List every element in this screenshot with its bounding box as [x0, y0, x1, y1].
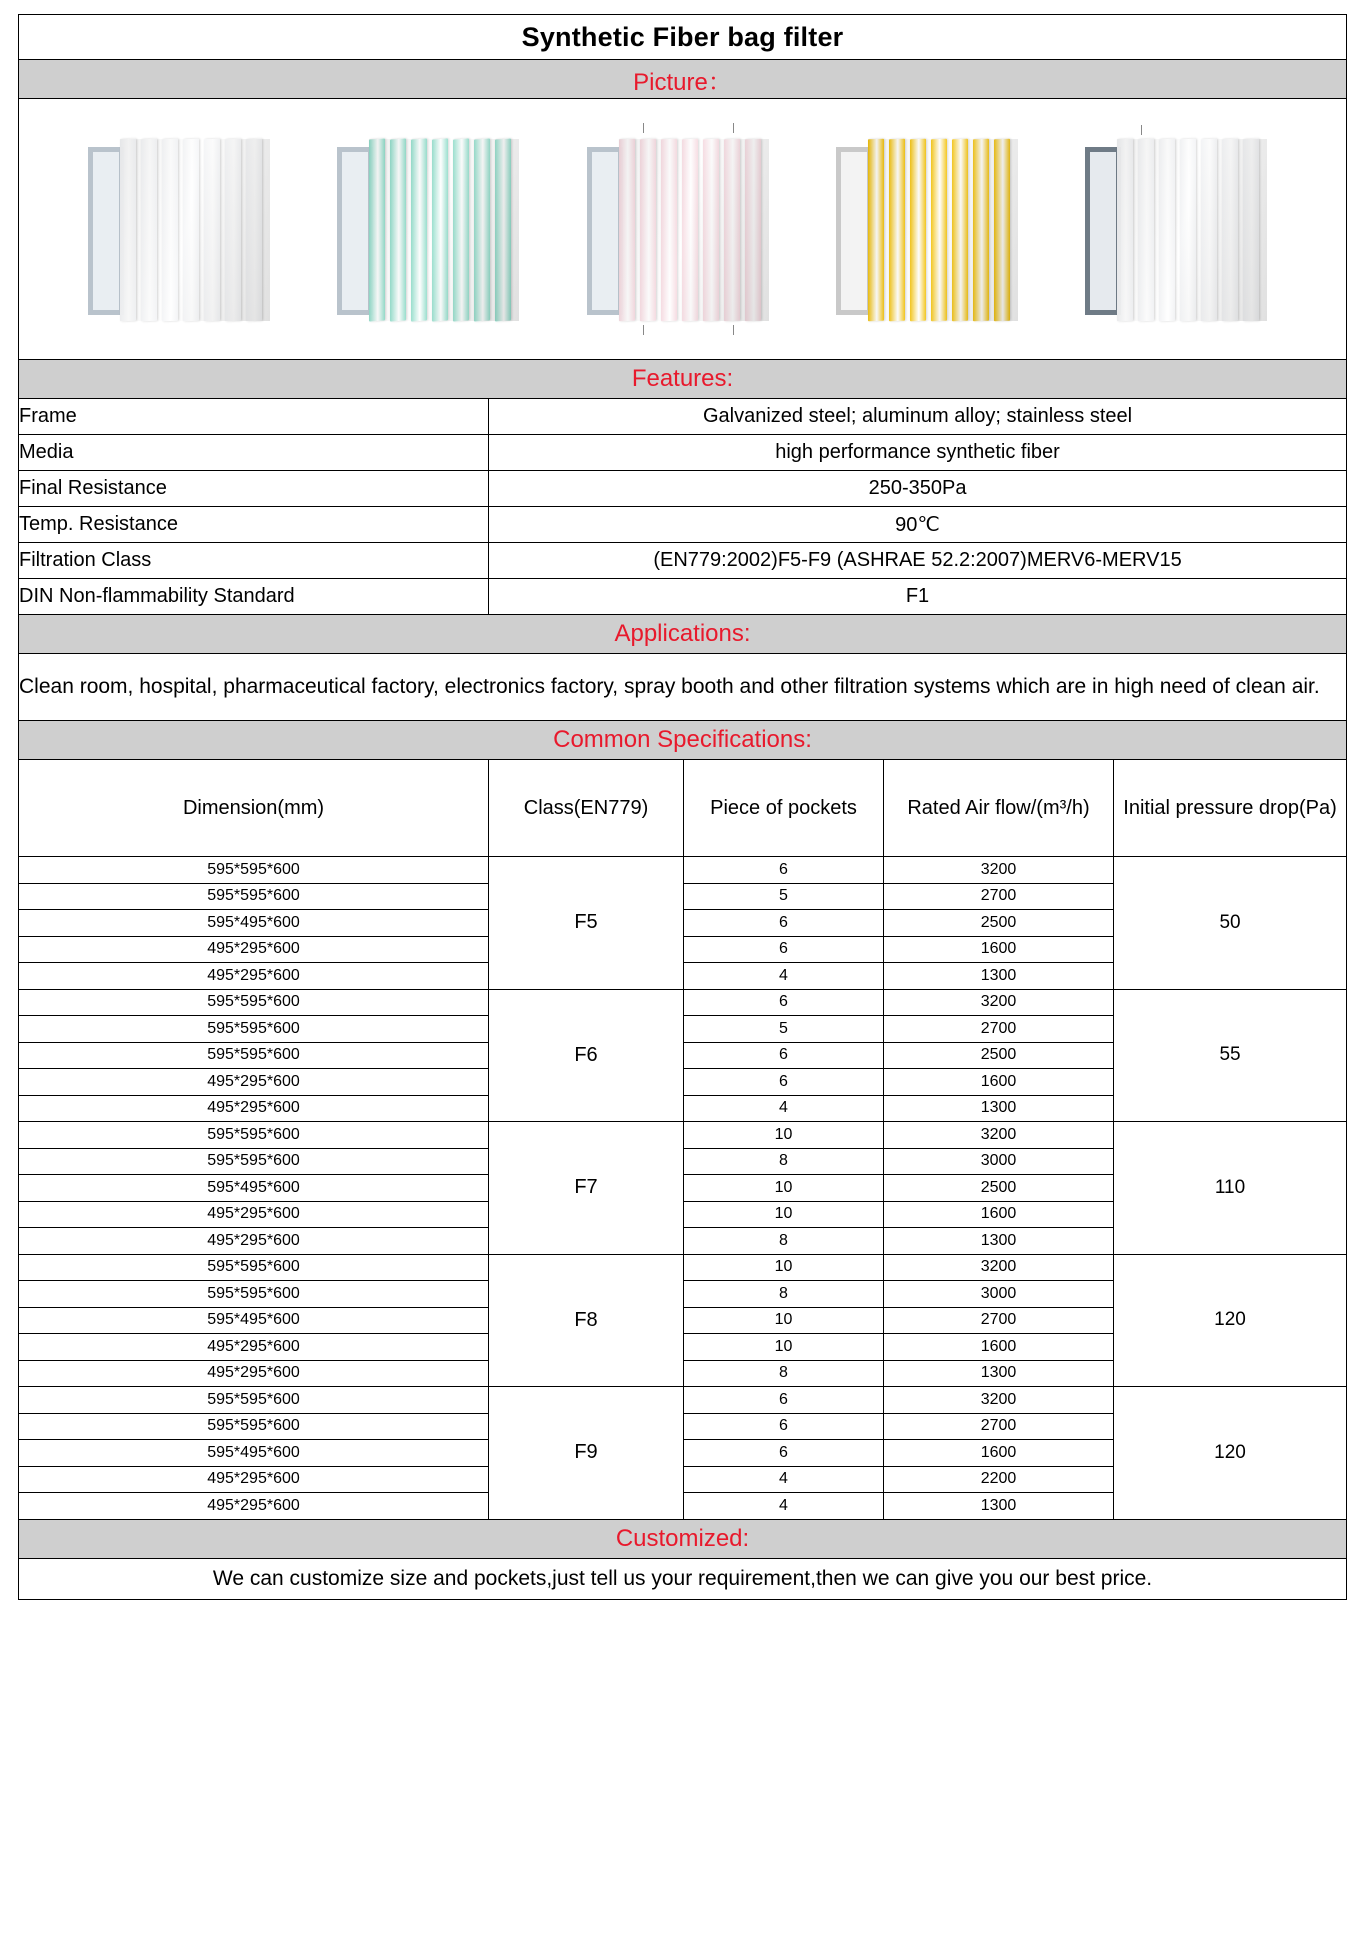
table-row: [19, 1387, 1347, 1414]
cell-pockets: 8: [684, 1360, 884, 1387]
cell-class-f7: F7: [489, 1122, 684, 1255]
applications-text: Clean room, hospital, pharmaceutical factory, electronics factory, spray booth and other filtration systems which are in high need of clean air.: [19, 654, 1347, 721]
col-header-pockets: Piece of pockets: [684, 760, 884, 857]
cell-pockets: 6: [684, 1042, 884, 1069]
feature-row: [19, 471, 1347, 507]
feature-row: [19, 507, 1347, 543]
cell-pockets: 4: [684, 1095, 884, 1122]
col-header-dimension: Dimension(mm): [19, 760, 489, 857]
cell-airflow: 2700: [884, 1016, 1114, 1043]
feature-label-final-resistance: Final Resistance: [19, 471, 489, 507]
feature-label-frame: Frame: [19, 399, 489, 435]
white-frame-bag-filter: [1081, 129, 1281, 329]
cell-dimension: 495*295*600: [19, 963, 489, 990]
col-header-class: Class(EN779): [489, 760, 684, 857]
title-row: [19, 15, 1347, 60]
feature-value-frame: Galvanized steel; aluminum alloy; stainless steel: [489, 399, 1347, 435]
cell-dimension: 595*495*600: [19, 1307, 489, 1334]
cell-pockets: 10: [684, 1307, 884, 1334]
picture-row: [19, 99, 1347, 360]
feature-value-filtration-class: (EN779:2002)F5-F9 (ASHRAE 52.2:2007)MERV6-MERV15: [489, 543, 1347, 579]
table-row: [19, 1254, 1347, 1281]
cell-dimension: 595*595*600: [19, 883, 489, 910]
cell-initial-pressure-drop: 50: [1114, 857, 1347, 990]
cell-initial-pressure-drop: 110: [1114, 1122, 1347, 1255]
table-row: [19, 857, 1347, 884]
section-header-customized: Customized:: [19, 1519, 1347, 1558]
cell-pockets: 6: [684, 989, 884, 1016]
section-header-applications: Applications:: [19, 615, 1347, 654]
feature-row: [19, 543, 1347, 579]
cell-airflow: 1600: [884, 1201, 1114, 1228]
cell-airflow: 2500: [884, 1042, 1114, 1069]
cell-dimension: 595*595*600: [19, 1016, 489, 1043]
cell-airflow: 2500: [884, 1175, 1114, 1202]
cell-airflow: 1300: [884, 963, 1114, 990]
applications-row: [19, 654, 1347, 721]
product-datasheet-table: [18, 14, 1347, 1600]
customized-row: [19, 1558, 1347, 1599]
picture-section-header-row: [19, 60, 1347, 99]
cell-initial-pressure-drop: 55: [1114, 989, 1347, 1122]
cell-pockets: 6: [684, 1440, 884, 1467]
cell-dimension: 595*595*600: [19, 989, 489, 1016]
cell-airflow: 3000: [884, 1281, 1114, 1308]
feature-label-filtration-class: Filtration Class: [19, 543, 489, 579]
cell-airflow: 3200: [884, 1122, 1114, 1149]
cell-pockets: 8: [684, 1228, 884, 1255]
customized-section-header-row: [19, 1519, 1347, 1558]
cell-airflow: 1300: [884, 1360, 1114, 1387]
section-header-features: Features:: [19, 360, 1347, 399]
cell-airflow: 1300: [884, 1228, 1114, 1255]
feature-label-din-standard: DIN Non-flammability Standard: [19, 579, 489, 615]
spec-table-body: [19, 857, 1347, 1520]
page-title: Synthetic Fiber bag filter: [19, 15, 1347, 60]
cell-dimension: 495*295*600: [19, 1493, 489, 1520]
cell-dimension: 595*495*600: [19, 1175, 489, 1202]
green-bag-filter: [333, 129, 533, 329]
cell-pockets: 6: [684, 1413, 884, 1440]
cell-dimension: 495*295*600: [19, 1069, 489, 1096]
cell-airflow: 1300: [884, 1095, 1114, 1122]
cell-airflow: 2700: [884, 883, 1114, 910]
cell-pockets: 6: [684, 857, 884, 884]
col-header-airflow: Rated Air flow/(m³/h): [884, 760, 1114, 857]
spec-table-header-row: [19, 760, 1347, 857]
cell-class-f8: F8: [489, 1254, 684, 1387]
white-bag-filter: [84, 129, 284, 329]
feature-row: [19, 399, 1347, 435]
cell-airflow: 2700: [884, 1307, 1114, 1334]
feature-value-temp-resistance: 90℃: [489, 507, 1347, 543]
cell-initial-pressure-drop: 120: [1114, 1387, 1347, 1520]
cell-dimension: 595*595*600: [19, 1042, 489, 1069]
cell-dimension: 495*295*600: [19, 936, 489, 963]
cell-airflow: 2700: [884, 1413, 1114, 1440]
features-section-header-row: [19, 360, 1347, 399]
cell-airflow: 3000: [884, 1148, 1114, 1175]
cell-pockets: 10: [684, 1201, 884, 1228]
section-header-picture: Picture：: [19, 60, 1347, 99]
cell-dimension: 595*595*600: [19, 1413, 489, 1440]
cell-pockets: 4: [684, 1466, 884, 1493]
product-image-strip: [19, 105, 1346, 353]
cell-pockets: 5: [684, 883, 884, 910]
cell-class-f6: F6: [489, 989, 684, 1122]
cell-pockets: 6: [684, 1069, 884, 1096]
cell-pockets: 4: [684, 1493, 884, 1520]
cell-pockets: 10: [684, 1122, 884, 1149]
cell-airflow: 3200: [884, 989, 1114, 1016]
section-header-specifications: Common Specifications:: [19, 721, 1347, 760]
cell-pockets: 10: [684, 1175, 884, 1202]
cell-airflow: 3200: [884, 857, 1114, 884]
cell-airflow: 1300: [884, 1493, 1114, 1520]
cell-pockets: 6: [684, 1387, 884, 1414]
cell-pockets: 4: [684, 963, 884, 990]
cell-pockets: 8: [684, 1148, 884, 1175]
cell-class-f5: F5: [489, 857, 684, 990]
cell-dimension: 495*295*600: [19, 1334, 489, 1361]
cell-airflow: 3200: [884, 1387, 1114, 1414]
cell-dimension: 595*495*600: [19, 1440, 489, 1467]
cell-dimension: 595*595*600: [19, 1148, 489, 1175]
picture-cell: [19, 99, 1347, 360]
cell-pockets: 5: [684, 1016, 884, 1043]
cell-dimension: 595*595*600: [19, 857, 489, 884]
specifications-section-header-row: [19, 721, 1347, 760]
table-row: [19, 989, 1347, 1016]
cell-class-f9: F9: [489, 1387, 684, 1520]
cell-airflow: 1600: [884, 1334, 1114, 1361]
feature-value-media: high performance synthetic fiber: [489, 435, 1347, 471]
cell-dimension: 495*295*600: [19, 1228, 489, 1255]
cell-dimension: 495*295*600: [19, 1466, 489, 1493]
applications-section-header-row: [19, 615, 1347, 654]
cell-airflow: 1600: [884, 936, 1114, 963]
cell-dimension: 595*595*600: [19, 1281, 489, 1308]
cell-airflow: 1600: [884, 1069, 1114, 1096]
cell-dimension: 595*595*600: [19, 1122, 489, 1149]
cell-dimension: 495*295*600: [19, 1095, 489, 1122]
feature-row: [19, 579, 1347, 615]
cell-dimension: 495*295*600: [19, 1201, 489, 1228]
pink-bag-filter: [583, 129, 783, 329]
feature-row: [19, 435, 1347, 471]
cell-pockets: 6: [684, 936, 884, 963]
cell-dimension: 595*595*600: [19, 1387, 489, 1414]
cell-dimension: 595*595*600: [19, 1254, 489, 1281]
yellow-bag-filter: [832, 129, 1032, 329]
feature-value-din-standard: F1: [489, 579, 1347, 615]
cell-pockets: 10: [684, 1334, 884, 1361]
cell-pockets: 10: [684, 1254, 884, 1281]
cell-airflow: 2500: [884, 910, 1114, 937]
cell-airflow: 3200: [884, 1254, 1114, 1281]
cell-initial-pressure-drop: 120: [1114, 1254, 1347, 1387]
feature-label-temp-resistance: Temp. Resistance: [19, 507, 489, 543]
cell-dimension: 495*295*600: [19, 1360, 489, 1387]
cell-dimension: 595*495*600: [19, 910, 489, 937]
cell-pockets: 6: [684, 910, 884, 937]
cell-airflow: 2200: [884, 1466, 1114, 1493]
col-header-initial-pressure-drop: Initial pressure drop(Pa): [1114, 760, 1347, 857]
table-row: [19, 1122, 1347, 1149]
cell-airflow: 1600: [884, 1440, 1114, 1467]
customized-text: We can customize size and pockets,just tell us your requirement,then we can give you our best price.: [19, 1558, 1347, 1599]
cell-pockets: 8: [684, 1281, 884, 1308]
feature-label-media: Media: [19, 435, 489, 471]
feature-value-final-resistance: 250-350Pa: [489, 471, 1347, 507]
